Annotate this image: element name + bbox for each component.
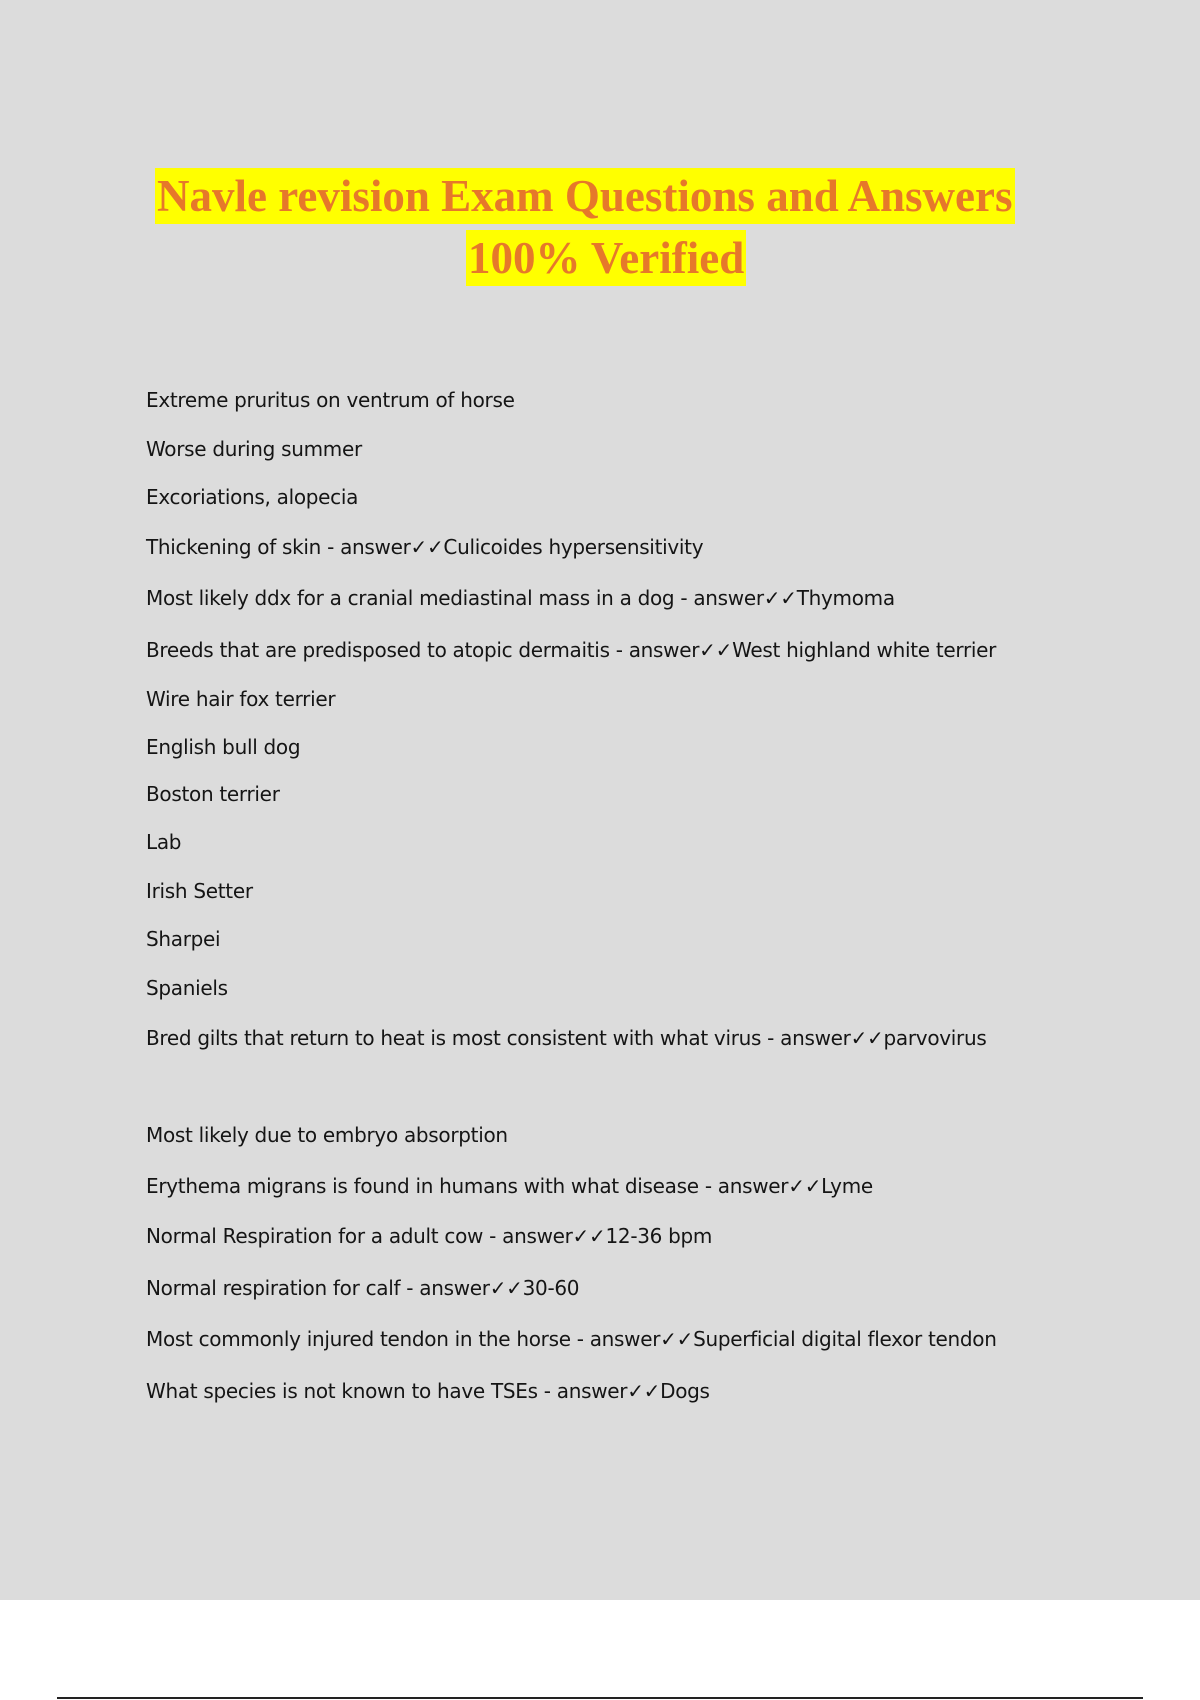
text-line: Boston terrier	[146, 782, 280, 806]
text-line: Sharpei	[146, 927, 221, 951]
text-line: Most likely due to embryo absorption	[146, 1123, 508, 1147]
horizontal-rule	[57, 1697, 1143, 1699]
title-line-2: 100% Verified	[466, 230, 746, 286]
text-line: Lab	[146, 830, 182, 854]
text-line: Normal Respiration for a adult cow - answer✓✓12-36 bpm	[146, 1224, 713, 1248]
text-line: Extreme pruritus on ventrum of horse	[146, 388, 515, 412]
text-line: English bull dog	[146, 735, 301, 759]
text-line: Normal respiration for calf - answer✓✓30-60	[146, 1276, 580, 1300]
text-line: Thickening of skin - answer✓✓Culicoides hypersensitivity	[146, 535, 704, 559]
text-line: Irish Setter	[146, 879, 253, 903]
text-line: What species is not known to have TSEs - answer✓✓Dogs	[146, 1379, 710, 1403]
text-line: Breeds that are predisposed to atopic dermaitis - answer✓✓West highland white terrier	[146, 638, 997, 662]
text-line: Spaniels	[146, 976, 228, 1000]
text-line: Worse during summer	[146, 437, 362, 461]
text-line: Most commonly injured tendon in the horse - answer✓✓Superficial digital flexor tendon	[146, 1327, 997, 1351]
text-line: Wire hair fox terrier	[146, 687, 336, 711]
text-line: Bred gilts that return to heat is most consistent with what virus - answer✓✓parvovirus	[146, 1026, 987, 1050]
text-line: Excoriations, alopecia	[146, 485, 359, 509]
title-line-1: Navle revision Exam Questions and Answers	[155, 168, 1015, 224]
text-line: Erythema migrans is found in humans with what disease - answer✓✓Lyme	[146, 1174, 873, 1198]
text-line: Most likely ddx for a cranial mediastinal mass in a dog - answer✓✓Thymoma	[146, 586, 895, 610]
